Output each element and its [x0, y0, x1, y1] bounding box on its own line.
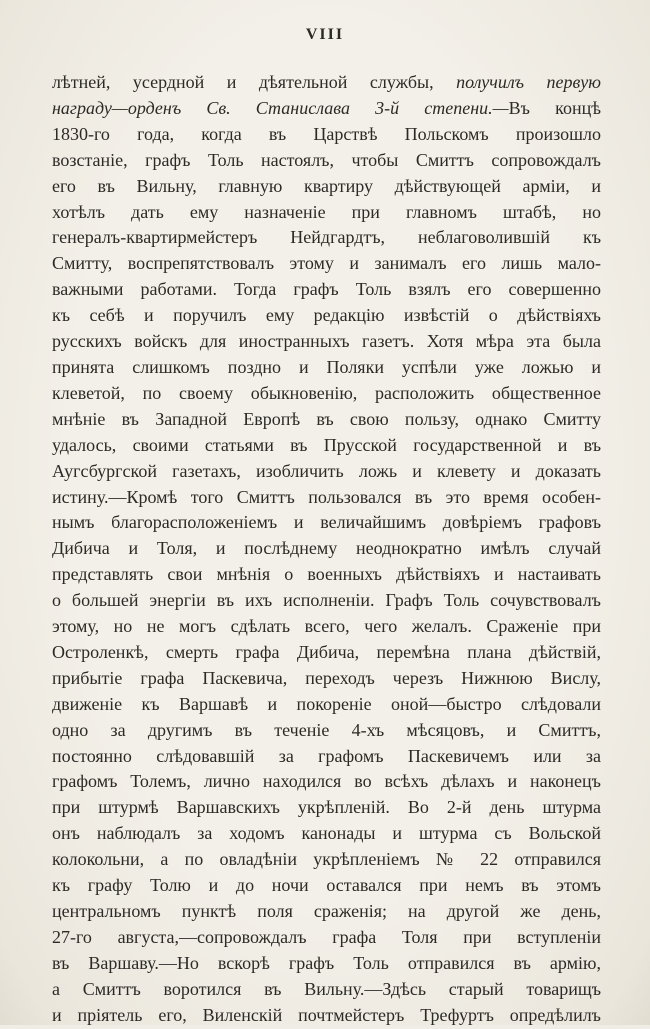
text-segment: колокольни, а по овладѣніи укрѣпленіемъ № 22 отправился — [52, 849, 601, 870]
text-line — [52, 588, 601, 614]
text-line — [52, 510, 601, 536]
text-segment: при штурмѣ Варшавскихъ укрѣпленій. Во 2-й день штурма — [52, 797, 601, 818]
text-line — [52, 925, 601, 951]
text-segment: о большей энергіи въ ихъ исполненіи. Графъ Толь сочувствовалъ — [52, 590, 601, 611]
text-segment: прибытіе графа Паскевича, переходъ черезъ Нижнюю Вислу, — [52, 667, 601, 688]
text-line — [52, 769, 601, 795]
text-segment: движеніе къ Варшавѣ и покореніе оной—быстро слѣдовали — [52, 693, 601, 714]
text-segment: удалось, своими статьями въ Прусской государственной и въ — [52, 434, 601, 455]
text-segment: русскихъ войскъ для иностранныхъ газетъ. Хотя мѣра эта была — [52, 331, 601, 352]
text-segment: одно за другимъ въ теченіе 4-хъ мѣсяцовъ, и Смиттъ, — [52, 719, 601, 740]
text-segment: лѣтней, усердной и дѣятельной службы, — [52, 72, 457, 92]
text-line — [52, 873, 601, 899]
text-line — [52, 718, 601, 744]
text-line — [52, 459, 601, 485]
text-line — [52, 899, 601, 925]
text-line — [52, 407, 601, 433]
text-segment: графомъ Толемъ, лично находился во всѣхъ дѣлахъ и наконецъ — [52, 771, 601, 792]
text-line — [52, 640, 601, 666]
text-segment: Въ концѣ — [508, 97, 601, 118]
text-line — [52, 200, 601, 226]
italic-text-segment: получилъ первую — [456, 72, 601, 92]
text-segment: 1830-го года, когда въ Царствѣ Польскомъ произошло — [52, 123, 601, 144]
text-line — [52, 951, 601, 977]
text-segment: возстаніе, графъ Толь настоялъ, чтобы Смиттъ сопровождалъ — [52, 149, 601, 170]
text-line — [52, 433, 601, 459]
text-segment: къ графу Толю и до ночи оставался при немъ въ этомъ — [52, 875, 601, 896]
text-segment: важными работами. Тогда графъ Толь взялъ его совершенно — [52, 279, 601, 300]
text-segment: 27-го августа,—сопровождалъ графа Толя при вступленіи — [52, 926, 601, 947]
text-line — [52, 847, 601, 873]
text-line — [52, 251, 601, 277]
text-line — [52, 485, 601, 511]
text-segment: генералъ-квартирмейстеръ Нейдгардтъ, неблаговолившій къ — [52, 227, 601, 248]
text-line — [52, 536, 601, 562]
text-line — [52, 692, 601, 718]
text-line — [52, 795, 601, 821]
text-segment: нымъ благорасположеніемъ и величайшимъ довѣріемъ графовъ — [52, 512, 601, 533]
text-segment: Дибича и Толя, и послѣднему неоднократно имѣлъ случай — [52, 538, 601, 559]
text-line — [52, 225, 601, 251]
text-line — [52, 174, 601, 200]
text-segment: этому, но не могъ сдѣлать всего, чего желалъ. Сраженіе при — [52, 616, 601, 637]
text-segment: въ Варшаву.—Но вскорѣ графъ Толь отправился въ армію, — [52, 952, 601, 973]
text-segment: центральномъ пунктѣ поля сраженія; на другой же день, — [52, 901, 601, 921]
text-line — [52, 821, 601, 847]
italic-text-segment: награду—орденъ Св. Станислава 3-й степени.— — [52, 97, 509, 118]
text-segment: Аугсбургской газетахъ, изобличить ложь и клевету и доказать — [52, 460, 601, 481]
text-line — [52, 381, 601, 407]
text-segment: хотѣлъ дать ему назначеніе при главномъ штабѣ, но — [52, 201, 601, 222]
text-segment: постоянно слѣдовавшій за графомъ Паскевичемъ или за — [52, 745, 601, 766]
text-segment: и пріятель его, Виленскій почтмейстеръ Трефуртъ опредѣлилъ — [52, 1004, 601, 1025]
text-segment: Остроленкѣ, смерть графа Дибича, перемѣна плана дѣйствій, — [52, 641, 601, 662]
text-segment: принята слишкомъ поздно и Поляки успѣли уже ложью и — [52, 356, 601, 377]
text-line — [52, 977, 601, 1003]
text-line — [52, 355, 601, 381]
text-line — [52, 303, 601, 329]
text-line — [52, 96, 601, 122]
text-line — [52, 70, 601, 96]
page-text — [52, 70, 601, 1029]
text-segment: къ себѣ и поручилъ ему редакцію извѣстій о дѣйствіяхъ — [52, 305, 601, 326]
text-line — [52, 122, 601, 148]
text-line — [52, 666, 601, 692]
text-segment: а Смиттъ воротился въ Вильну.—Здѣсь старый товарищъ — [52, 978, 601, 999]
text-segment: клеветой, по своему обыкновенію, расположить общественное — [52, 382, 601, 403]
text-line — [52, 562, 601, 588]
text-segment: истину.—Кромѣ того Смиттъ пользовался въ это время особен- — [52, 486, 601, 507]
text-segment: онъ наблюдалъ за ходомъ канонады и штурма съ Вольской — [52, 823, 601, 844]
text-line — [52, 744, 601, 770]
text-line — [52, 277, 601, 303]
text-line — [52, 614, 601, 640]
page-number: VIII — [305, 26, 345, 43]
text-segment: Смитту, воспрепятствовалъ этому и занималъ его лишь мало- — [52, 253, 601, 274]
text-segment: мнѣніе въ Западной Европѣ въ свою пользу, однако Смитту — [52, 408, 601, 429]
text-line — [52, 148, 601, 174]
text-segment: представлять свои мнѣнія о военныхъ дѣйствіяхъ и настаивать — [52, 564, 601, 585]
text-line — [52, 329, 601, 355]
text-segment: его въ Вильну, главную квартиру дѣйствующей арміи, и — [52, 175, 601, 196]
